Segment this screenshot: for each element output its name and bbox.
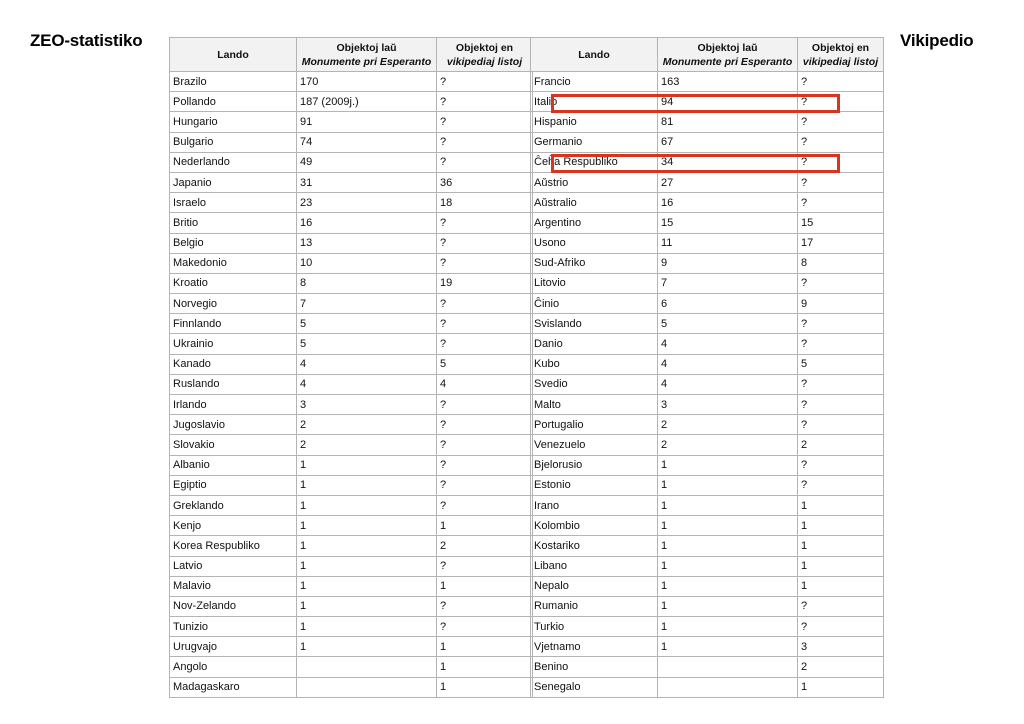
- country-cell: Bjelorusio: [531, 455, 658, 475]
- table-row: [531, 657, 884, 677]
- wiki-count-cell: 1: [798, 677, 884, 697]
- wiki-count-cell: 3: [798, 637, 884, 657]
- table-row: [170, 112, 533, 132]
- wiki-count-cell: 1: [798, 536, 884, 556]
- table-row: [531, 334, 884, 354]
- wiki-count-cell: 9: [798, 294, 884, 314]
- monuments-count-cell: 5: [297, 314, 437, 334]
- table-row: [531, 536, 884, 556]
- monuments-count-cell: 1: [658, 475, 798, 495]
- monuments-count-cell: 3: [297, 395, 437, 415]
- country-cell: Italio: [531, 92, 658, 112]
- wiki-count-cell: 17: [798, 233, 884, 253]
- table-row: [170, 617, 533, 637]
- monuments-count-cell: 1: [658, 596, 798, 616]
- country-cell: Kroatio: [170, 273, 297, 293]
- country-cell: Angolo: [170, 657, 297, 677]
- country-column-header: Lando: [531, 38, 658, 72]
- country-cell: Irano: [531, 495, 658, 515]
- monuments-count-cell: 91: [297, 112, 437, 132]
- table-row: [170, 435, 533, 455]
- wiki-header-label: Objektoj en: [455, 41, 514, 54]
- wiki-count-cell: ?: [798, 415, 884, 435]
- monuments-count-cell: 94: [658, 92, 798, 112]
- country-cell: Vjetnamo: [531, 637, 658, 657]
- monuments-count-cell: 7: [658, 273, 798, 293]
- wiki-header-sublabel: vikipediaj listoj: [802, 55, 879, 68]
- monuments-count-cell: 1: [658, 576, 798, 596]
- country-cell: Rumanio: [531, 596, 658, 616]
- country-cell: Estonio: [531, 475, 658, 495]
- country-cell: Pollando: [170, 92, 297, 112]
- wiki-count-cell: 1: [798, 556, 884, 576]
- table-row: [531, 132, 884, 152]
- country-cell: Portugalio: [531, 415, 658, 435]
- country-cell: Bulgario: [170, 132, 297, 152]
- table-row: [170, 273, 533, 293]
- table-row: [531, 112, 884, 132]
- country-cell: Nepalo: [531, 576, 658, 596]
- wiki-column-header: [437, 38, 533, 72]
- monuments-count-cell: 1: [297, 576, 437, 596]
- monuments-count-cell: 16: [297, 213, 437, 233]
- wiki-count-cell: 1: [798, 576, 884, 596]
- table-row: [531, 233, 884, 253]
- zeo-table-body: [170, 72, 533, 698]
- monuments-count-cell: 2: [297, 435, 437, 455]
- wiki-count-cell: ?: [798, 475, 884, 495]
- country-cell: Svislando: [531, 314, 658, 334]
- monuments-column-header: [297, 38, 437, 72]
- table-row: [170, 374, 533, 394]
- table-row: [531, 495, 884, 515]
- country-cell: Norvegio: [170, 294, 297, 314]
- monuments-count-cell: 1: [658, 637, 798, 657]
- country-cell: Usono: [531, 233, 658, 253]
- table-row: [170, 233, 533, 253]
- country-cell: Argentino: [531, 213, 658, 233]
- country-cell: Aŭstralio: [531, 193, 658, 213]
- wiki-header-sublabel: vikipediaj listoj: [446, 55, 523, 68]
- country-cell: Venezuelo: [531, 435, 658, 455]
- monuments-count-cell: [658, 677, 798, 697]
- country-cell: Litovio: [531, 273, 658, 293]
- wiki-count-cell: ?: [437, 455, 533, 475]
- country-cell: Kanado: [170, 354, 297, 374]
- monuments-count-cell: [297, 657, 437, 677]
- monuments-count-cell: 1: [658, 536, 798, 556]
- wiki-count-cell: ?: [437, 435, 533, 455]
- wiki-count-cell: 2: [437, 536, 533, 556]
- wiki-count-cell: 18: [437, 193, 533, 213]
- wiki-count-cell: ?: [798, 395, 884, 415]
- wiki-count-cell: 2: [798, 435, 884, 455]
- wiki-count-cell: 2: [798, 657, 884, 677]
- table-row: [170, 415, 533, 435]
- country-cell: Tunizio: [170, 617, 297, 637]
- monuments-count-cell: 1: [297, 516, 437, 536]
- country-cell: Britio: [170, 213, 297, 233]
- wiki-count-cell: ?: [798, 152, 884, 172]
- monuments-column-header: [658, 38, 798, 72]
- country-cell: Germanio: [531, 132, 658, 152]
- table-row: [170, 334, 533, 354]
- country-cell: Belgio: [170, 233, 297, 253]
- zeo-statistics-table: [169, 37, 533, 698]
- country-cell: Urugvajo: [170, 637, 297, 657]
- wiki-count-cell: 1: [437, 576, 533, 596]
- table-row: [170, 132, 533, 152]
- wiki-count-cell: ?: [437, 475, 533, 495]
- wiki-count-cell: ?: [437, 213, 533, 233]
- monuments-count-cell: 11: [658, 233, 798, 253]
- wiki-count-cell: 1: [798, 495, 884, 515]
- monuments-count-cell: 1: [658, 617, 798, 637]
- monuments-count-cell: 31: [297, 172, 437, 192]
- table-row: [531, 455, 884, 475]
- country-cell: Hungario: [170, 112, 297, 132]
- country-cell: Finnlando: [170, 314, 297, 334]
- wiki-count-cell: ?: [798, 334, 884, 354]
- wiki-count-cell: ?: [437, 132, 533, 152]
- table-row: [170, 354, 533, 374]
- wiki-count-cell: 36: [437, 172, 533, 192]
- table-row: [531, 294, 884, 314]
- table-row: [531, 253, 884, 273]
- monuments-header-sublabel: Monumente pri Esperanto: [301, 55, 432, 68]
- table-header-row: [531, 38, 884, 72]
- monuments-count-cell: 9: [658, 253, 798, 273]
- monuments-count-cell: 4: [658, 374, 798, 394]
- table-row: [531, 596, 884, 616]
- monuments-count-cell: 163: [658, 72, 798, 92]
- table-row: [170, 213, 533, 233]
- country-cell: Ĉeĥa Respubliko: [531, 152, 658, 172]
- country-cell: Kubo: [531, 354, 658, 374]
- country-cell: Slovakio: [170, 435, 297, 455]
- wiki-count-cell: ?: [798, 617, 884, 637]
- wiki-count-cell: ?: [798, 72, 884, 92]
- table-row: [531, 617, 884, 637]
- table-row: [531, 354, 884, 374]
- country-cell: Danio: [531, 334, 658, 354]
- country-cell: Hispanio: [531, 112, 658, 132]
- table-header-row: [170, 38, 533, 72]
- country-column-header: Lando: [170, 38, 297, 72]
- zeo-statistics-title: ZEO-statistiko: [30, 31, 143, 50]
- country-cell: Irlando: [170, 395, 297, 415]
- monuments-header-label: Objektoj laŭ: [697, 41, 758, 54]
- wiki-count-cell: ?: [798, 193, 884, 213]
- country-cell: Jugoslavio: [170, 415, 297, 435]
- wiki-count-cell: ?: [437, 617, 533, 637]
- monuments-count-cell: 187 (2009j.): [297, 92, 437, 112]
- wiki-count-cell: 15: [798, 213, 884, 233]
- table-row: [170, 294, 533, 314]
- wiki-count-cell: 1: [437, 657, 533, 677]
- wiki-count-cell: ?: [437, 314, 533, 334]
- wiki-column-header: [798, 38, 884, 72]
- wiki-count-cell: ?: [437, 596, 533, 616]
- wiki-count-cell: ?: [798, 596, 884, 616]
- table-row: [170, 72, 533, 92]
- monuments-count-cell: 5: [297, 334, 437, 354]
- country-cell: Sud-Afriko: [531, 253, 658, 273]
- monuments-header-label: Objektoj laŭ: [336, 41, 397, 54]
- wiki-count-cell: ?: [437, 556, 533, 576]
- monuments-count-cell: 6: [658, 294, 798, 314]
- wiki-count-cell: ?: [437, 334, 533, 354]
- table-row: [170, 172, 533, 192]
- table-row: [170, 193, 533, 213]
- monuments-count-cell: 15: [658, 213, 798, 233]
- monuments-header-sublabel: Monumente pri Esperanto: [662, 55, 793, 68]
- country-cell: Egiptio: [170, 475, 297, 495]
- table-row: [170, 152, 533, 172]
- wiki-count-cell: ?: [798, 172, 884, 192]
- country-cell: Senegalo: [531, 677, 658, 697]
- wiki-count-cell: ?: [437, 72, 533, 92]
- table-row: [531, 677, 884, 697]
- country-cell: Turkio: [531, 617, 658, 637]
- monuments-count-cell: 170: [297, 72, 437, 92]
- table-row: [170, 253, 533, 273]
- table-row: [170, 495, 533, 515]
- table-row: [531, 395, 884, 415]
- monuments-count-cell: 1: [658, 495, 798, 515]
- wiki-count-cell: ?: [437, 395, 533, 415]
- monuments-count-cell: 5: [658, 314, 798, 334]
- table-row: [170, 92, 533, 112]
- monuments-count-cell: 1: [297, 617, 437, 637]
- wiki-count-cell: 8: [798, 253, 884, 273]
- country-cell: Albanio: [170, 455, 297, 475]
- monuments-count-cell: 4: [658, 334, 798, 354]
- monuments-count-cell: 1: [658, 556, 798, 576]
- country-cell: Malavio: [170, 576, 297, 596]
- table-row: [531, 516, 884, 536]
- country-cell: Greklando: [170, 495, 297, 515]
- monuments-count-cell: 10: [297, 253, 437, 273]
- table-row: [170, 657, 533, 677]
- wiki-count-cell: ?: [798, 112, 884, 132]
- table-row: [531, 314, 884, 334]
- monuments-count-cell: 1: [658, 455, 798, 475]
- country-cell: Nederlando: [170, 152, 297, 172]
- wiki-count-cell: ?: [437, 294, 533, 314]
- monuments-count-cell: 1: [297, 495, 437, 515]
- wikipedia-title: Vikipedio: [900, 31, 974, 50]
- country-cell: Svedio: [531, 374, 658, 394]
- table-row: [170, 556, 533, 576]
- table-row: [531, 637, 884, 657]
- wiki-count-cell: 1: [798, 516, 884, 536]
- wiki-count-cell: ?: [437, 415, 533, 435]
- country-cell: Israelo: [170, 193, 297, 213]
- wiki-count-cell: 5: [798, 354, 884, 374]
- table-row: [170, 475, 533, 495]
- table-row: [531, 72, 884, 92]
- wiki-count-cell: 1: [437, 677, 533, 697]
- country-cell: Ĉinio: [531, 294, 658, 314]
- monuments-count-cell: 1: [658, 516, 798, 536]
- monuments-count-cell: 34: [658, 152, 798, 172]
- table-row: [170, 637, 533, 657]
- monuments-count-cell: 16: [658, 193, 798, 213]
- wiki-count-cell: ?: [437, 112, 533, 132]
- country-cell: Francio: [531, 72, 658, 92]
- wiki-count-cell: ?: [798, 314, 884, 334]
- monuments-count-cell: 1: [297, 455, 437, 475]
- table-row: [170, 677, 533, 697]
- monuments-count-cell: 1: [297, 596, 437, 616]
- wiki-count-cell: ?: [437, 233, 533, 253]
- monuments-count-cell: 67: [658, 132, 798, 152]
- highlight-box-italio: [551, 94, 840, 113]
- country-cell: Ukrainio: [170, 334, 297, 354]
- monuments-count-cell: 1: [297, 536, 437, 556]
- monuments-count-cell: 4: [658, 354, 798, 374]
- wiki-count-cell: ?: [798, 273, 884, 293]
- monuments-count-cell: 4: [297, 374, 437, 394]
- monuments-count-cell: [297, 677, 437, 697]
- monuments-count-cell: 1: [297, 556, 437, 576]
- country-cell: Libano: [531, 556, 658, 576]
- monuments-count-cell: 2: [297, 415, 437, 435]
- wiki-count-cell: ?: [798, 132, 884, 152]
- monuments-count-cell: 1: [297, 475, 437, 495]
- table-row: [531, 172, 884, 192]
- monuments-count-cell: 2: [658, 435, 798, 455]
- country-cell: Kostariko: [531, 536, 658, 556]
- monuments-count-cell: 2: [658, 415, 798, 435]
- country-cell: Japanio: [170, 172, 297, 192]
- table-row: [531, 193, 884, 213]
- country-cell: Madagaskaro: [170, 677, 297, 697]
- wiki-count-cell: ?: [437, 495, 533, 515]
- monuments-count-cell: 23: [297, 193, 437, 213]
- monuments-count-cell: 13: [297, 233, 437, 253]
- country-cell: Brazilo: [170, 72, 297, 92]
- country-cell: Makedonio: [170, 253, 297, 273]
- table-row: [170, 596, 533, 616]
- table-row: [531, 273, 884, 293]
- monuments-count-cell: 74: [297, 132, 437, 152]
- monuments-count-cell: 49: [297, 152, 437, 172]
- table-row: [170, 576, 533, 596]
- wiki-count-cell: 19: [437, 273, 533, 293]
- monuments-count-cell: 27: [658, 172, 798, 192]
- monuments-count-cell: 81: [658, 112, 798, 132]
- table-row: [170, 314, 533, 334]
- table-row: [531, 475, 884, 495]
- table-row: [170, 516, 533, 536]
- table-row: [170, 455, 533, 475]
- country-cell: Ruslando: [170, 374, 297, 394]
- monuments-count-cell: 8: [297, 273, 437, 293]
- monuments-count-cell: 4: [297, 354, 437, 374]
- table-row: [531, 435, 884, 455]
- country-cell: Kenjo: [170, 516, 297, 536]
- wiki-count-cell: ?: [798, 92, 884, 112]
- monuments-count-cell: 1: [297, 637, 437, 657]
- table-row: [170, 395, 533, 415]
- table-row: [531, 576, 884, 596]
- country-cell: Benino: [531, 657, 658, 677]
- country-cell: Aŭstrio: [531, 172, 658, 192]
- country-cell: Latvio: [170, 556, 297, 576]
- wiki-count-cell: ?: [798, 374, 884, 394]
- table-row: [531, 556, 884, 576]
- wiki-count-cell: 4: [437, 374, 533, 394]
- wiki-count-cell: 1: [437, 637, 533, 657]
- table-row: [531, 213, 884, 233]
- table-row: [531, 415, 884, 435]
- wiki-count-cell: ?: [437, 152, 533, 172]
- monuments-count-cell: [658, 657, 798, 677]
- wiki-count-cell: ?: [798, 455, 884, 475]
- monuments-count-cell: 3: [658, 395, 798, 415]
- monuments-count-cell: 7: [297, 294, 437, 314]
- table-row: [531, 374, 884, 394]
- wiki-count-cell: ?: [437, 92, 533, 112]
- wiki-count-cell: 5: [437, 354, 533, 374]
- country-cell: Korea Respubliko: [170, 536, 297, 556]
- wiki-count-cell: 1: [437, 516, 533, 536]
- wiki-header-label: Objektoj en: [811, 41, 870, 54]
- highlight-box-ceha-respubliko: [551, 154, 840, 173]
- country-cell: Malto: [531, 395, 658, 415]
- country-cell: Kolombio: [531, 516, 658, 536]
- country-cell: Nov-Zelando: [170, 596, 297, 616]
- wiki-count-cell: ?: [437, 253, 533, 273]
- wikipedia-table: [530, 37, 884, 698]
- table-row: [170, 536, 533, 556]
